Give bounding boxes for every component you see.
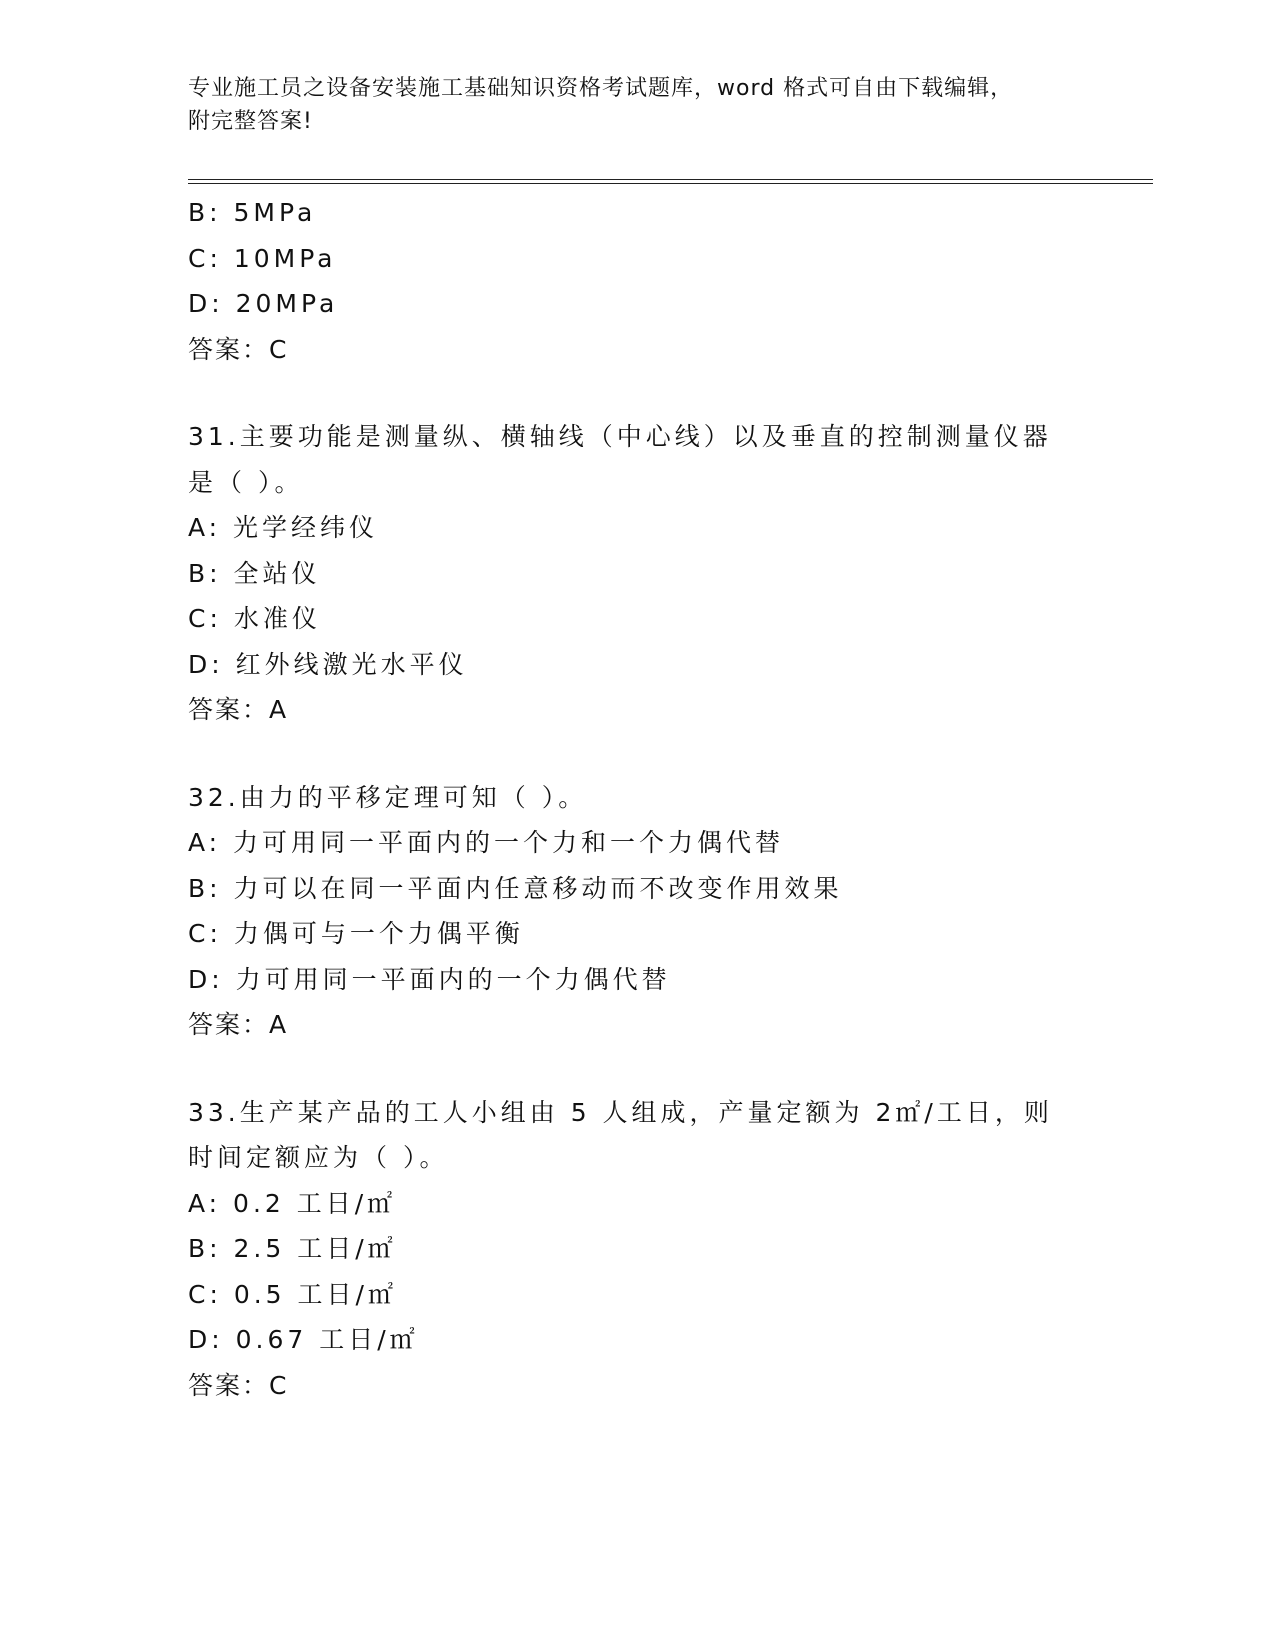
option-c: C: 水准仪	[188, 604, 321, 633]
option-b: B: 力可以在同一平面内任意移动而不改变作用效果	[188, 873, 843, 903]
header-title-line-1: 专业施工员之设备安装施工基础知识资格考试题库，word 格式可自由下载编辑，	[188, 76, 1014, 101]
option-b: B: 5MPa	[188, 198, 317, 227]
question-30-tail	[188, 190, 1088, 372]
spacer	[188, 1048, 1088, 1090]
answer: 答案：C	[188, 334, 289, 364]
question-31	[188, 414, 1088, 733]
option-d: D: 力可用同一平面内的一个力偶代替	[188, 964, 671, 994]
answer: 答案：A	[188, 1010, 289, 1039]
option-b: B: 2.5 工日/㎡	[188, 1234, 397, 1263]
header-title-line-2: 附完整答案!	[188, 109, 313, 134]
question-33	[188, 1090, 1088, 1409]
question-text: 33.生产某产品的工人小组由 5 人组成，产量定额为 2㎡/工日，则时间定额应为（ ）。	[188, 1097, 1053, 1172]
option-a: A: 光学经纬仪	[188, 513, 379, 542]
option-a: A: 0.2 工日/㎡	[188, 1188, 397, 1218]
option-c: C: 10MPa	[188, 243, 337, 273]
option-c: C: 0.5 工日/㎡	[188, 1279, 397, 1309]
document-header	[188, 72, 1088, 138]
question-32	[188, 775, 1088, 1048]
option-b: B: 全站仪	[188, 558, 321, 588]
header-divider-bottom	[188, 183, 1153, 184]
option-c: C: 力偶可与一个力偶平衡	[188, 919, 524, 948]
question-text: 31.主要功能是测量纵、横轴线（中心线）以及垂直的控制测量仪器是（ ）。	[188, 422, 1052, 497]
answer: 答案：A	[188, 695, 289, 724]
question-text: 32.由力的平移定理可知（ ）。	[188, 782, 588, 812]
question-list	[188, 190, 1088, 1408]
spacer	[188, 733, 1088, 775]
spacer	[188, 372, 1088, 414]
header-divider-top	[188, 179, 1153, 180]
option-d: D: 红外线激光水平仪	[188, 649, 468, 679]
answer: 答案：C	[188, 1370, 289, 1400]
option-d: D: 20MPa	[188, 289, 339, 318]
option-a: A: 力可用同一平面内的一个力和一个力偶代替	[188, 828, 785, 857]
option-d: D: 0.67 工日/㎡	[188, 1325, 419, 1354]
